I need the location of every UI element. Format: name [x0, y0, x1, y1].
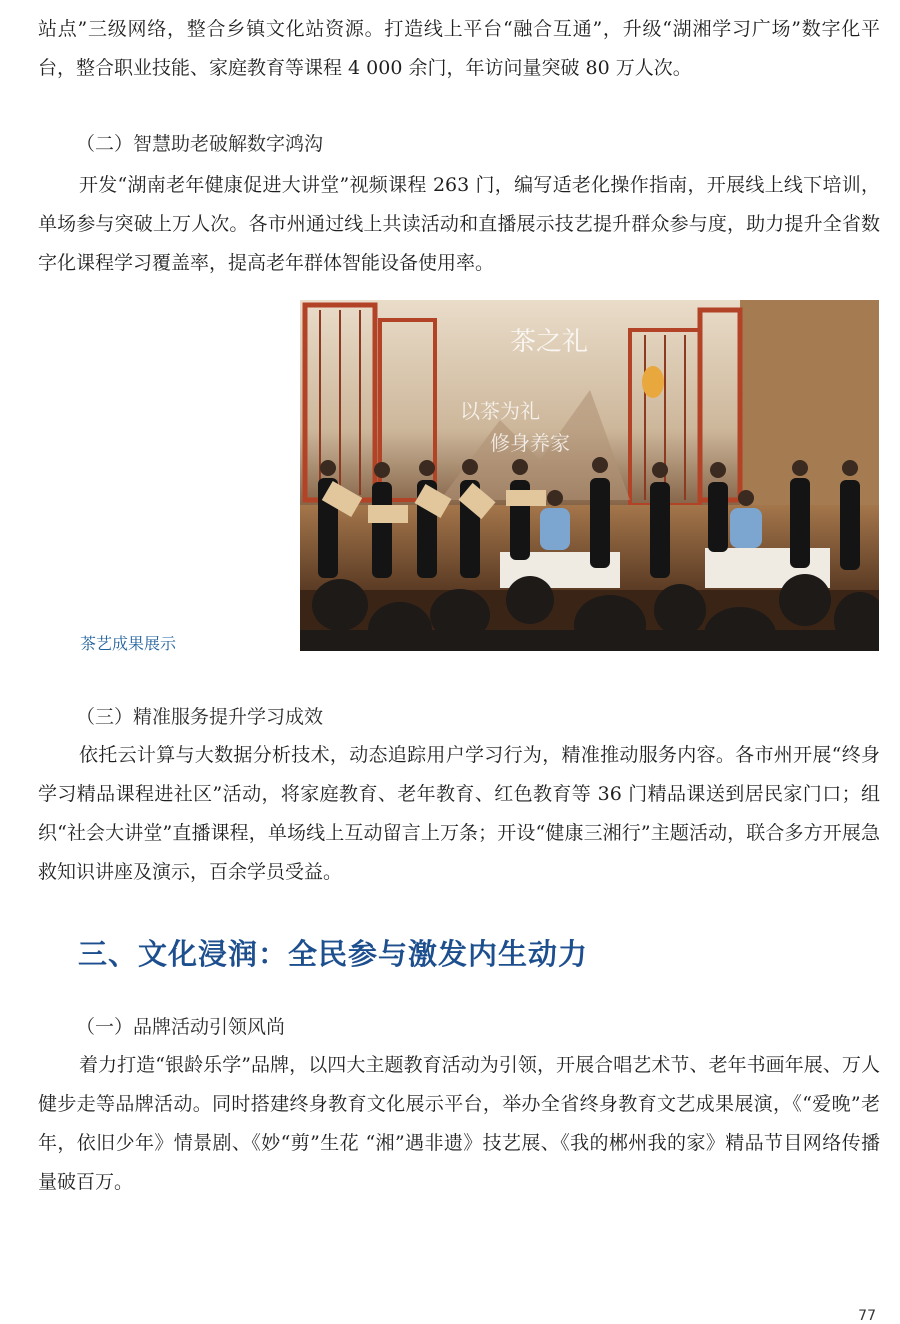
- paragraph-top: 站点”三级网络，整合乡镇文化站资源。打造线上平台“融合互通”，升级“湖湘学习广场”数字化平台，整合职业技能、家庭教育等课程 4 000 余门，年访问量突破 80 万人次。: [38, 18, 880, 79]
- section-title: 三、文化浸润：全民参与激发内生动力: [78, 937, 589, 971]
- paragraph-2: 开发“湖南老年健康促进大讲堂”视频课程 263 门，编写适老化操作指南，开展线上线下培训，单场参与突破上万人次。各市州通过线上共读活动和直播展示技艺提升群众参与度，助力提升全省数字化课程学习覆盖率，提高老年群体智能设备使用率。: [38, 174, 880, 274]
- screen-subtitle-1: 以茶为礼: [460, 399, 540, 423]
- tea-art-photo: [300, 300, 879, 651]
- screen-subtitle-2: 修身养家: [490, 431, 570, 455]
- figure-caption: 茶艺成果展示: [80, 634, 177, 653]
- subheading-3: （三）精准服务提升学习成效: [76, 706, 324, 728]
- subheading-2: （二）智慧助老破解数字鸿沟: [76, 133, 324, 155]
- screen-title-text: 茶之礼: [510, 327, 589, 357]
- subheading-section3-1: （一）品牌活动引领风尚: [76, 1016, 286, 1038]
- paragraph-3: 依托云计算与大数据分析技术，动态追踪用户学习行为，精准推动服务内容。各市州开展“终身学习精品课程进社区”活动，将家庭教育、老年教育、红色教育等 36 门精品课送到居民家门口；组织“社会大讲堂”直播课程，单场线上互动留言上万条；开设“健康三湘行”主题活动，联合多方开展急救知识讲座及演示，百余学员受益。: [38, 744, 880, 883]
- page-number: 77: [858, 1308, 876, 1324]
- paragraph-section3-1: 着力打造“银龄乐学”品牌，以四大主题教育活动为引领，开展合唱艺术节、老年书画年展、万人健步走等品牌活动。同时搭建终身教育文化展示平台，举办全省终身教育文艺成果展演，《“爱晚”老年，依旧少年》情景剧、《妙“剪”生花 “湘”遇非遗》技艺展、《我的郴州我的家》精品节目网络传播量破百万。: [38, 1054, 880, 1193]
